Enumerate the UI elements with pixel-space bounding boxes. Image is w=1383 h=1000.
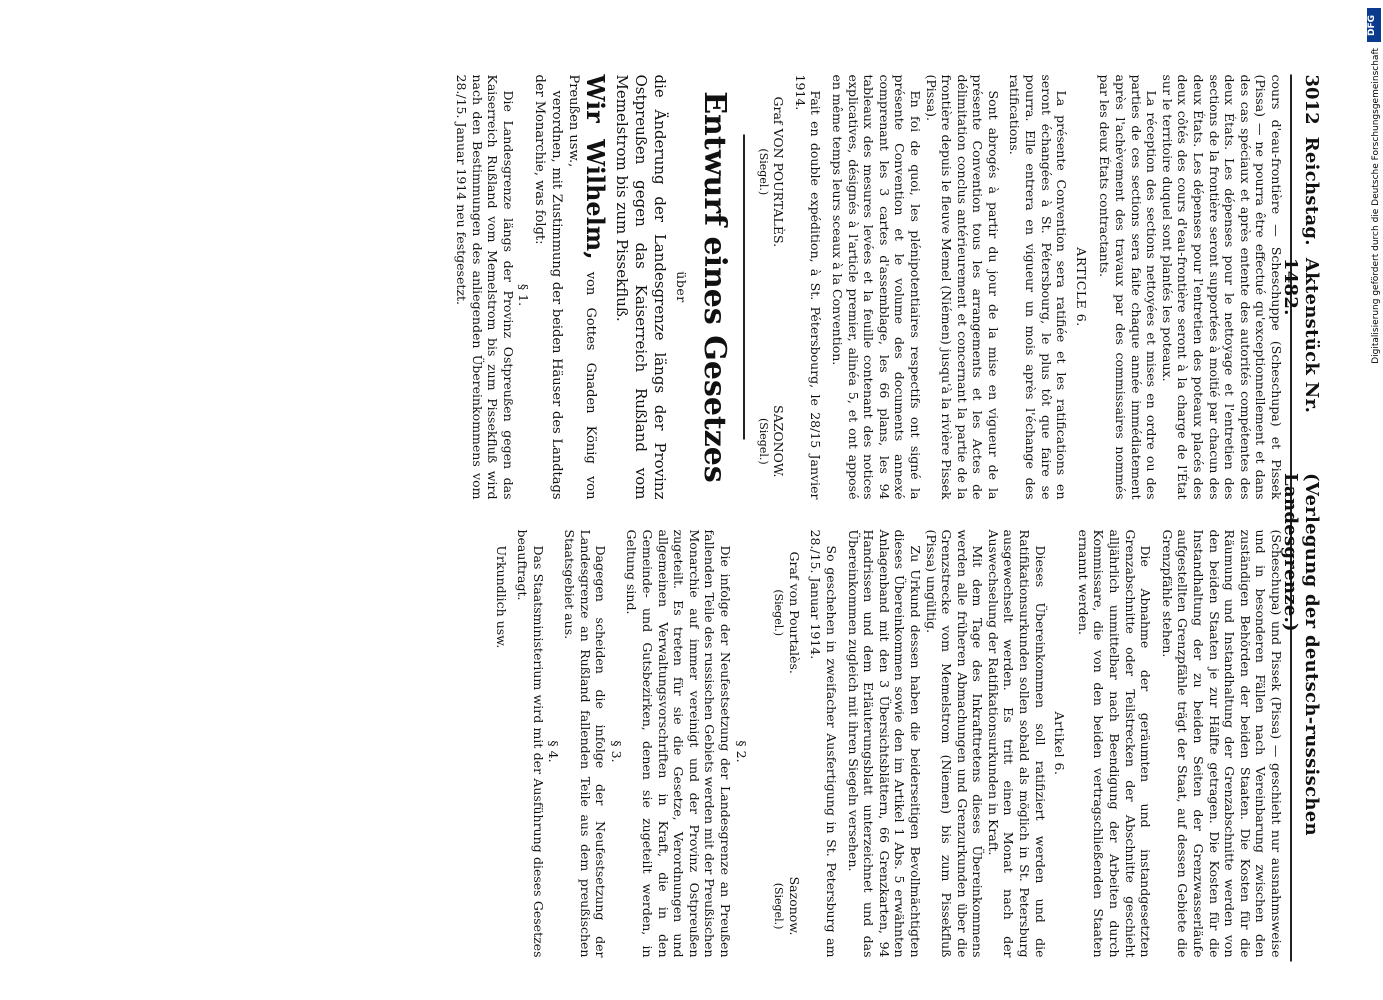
dfg-logo: DFG: [1367, 8, 1381, 42]
section-text: Die infolge der Neufestsetzung der Landesgrenze an Preußen fallenden Teile des russischen Gebiets werden mit der Preußischen Monarchie auf immer vereinigt und der Provinz Ostpreußen zugeteilt. Es treten für sie die Gesetze, Verordnungen und allgemeinen Verwaltungsvorschriften in Kraft, die in den Gemeinde- und Gutsbezirken, denen sie zugeteilt werden, in Geltung sind.: [624, 529, 733, 957]
article-heading: Artikel 6.: [1052, 711, 1068, 775]
signatures: [755, 96, 786, 477]
section-text: Das Staatsministerium wird mit der Ausführung dieses Gesetzes beauftragt.: [515, 529, 546, 957]
separator-rule: [743, 134, 745, 439]
signatures: [771, 551, 802, 935]
section-text: Die Landesgrenze längs der Provinz Ostpreußen gegen das Kaiserreich Rußland vom Memelstrom bis zum Pissekfluß wird nach den Bestimmungen des anliegenden Übereinkommens vom 28./15. Januar 1914 neu festgesetzt.: [454, 74, 516, 499]
article-heading: ARTICLE 6.: [1073, 246, 1089, 327]
paragraph: La présente Convention sera ratifiée et les ratifications en seront échangées à St. Pétersbourg, le plus tôt que faire se pourra. Elle entrera en vigueur un mois après l'échange des ratifications.: [1007, 74, 1070, 499]
law-subject: die Änderung der Landesgrenze längs der Provinz Ostpreußen gegen das Kaiserreich Rußland vom Memelstrom bis zum Pissekfluß.: [613, 74, 670, 499]
paragraph: Sont abrogés à partir du jour de la mise en vigueur de la présente Convention tous les arrangements et les Actes de délimitation conclus antérieurement et concernant la partie de la frontière depuis le fleuve Memel (Niémen) jusqu'à la rivière Pissek (Pissa).: [923, 74, 1001, 499]
section-heading: § 4.: [546, 739, 562, 763]
paragraph: Mit dem Tage des Inkrafttretens dieses Übereinkommens werden alle früheren Abmachungen und Grenzurkunden über die Grenzstrecke vom Memelstrom (Niemen) bis zum Pissekfluß (Pissa) ungültig.: [923, 529, 986, 957]
signature-left: Graf VON POURTALÈS. (Siegel.): [756, 96, 787, 247]
monarch-name: Wir Wilhelm,: [581, 74, 611, 260]
paragraph: cours d'eau-frontière — Scheschuppe (Scheschupa) et Pissek (Pissa) — ne pourra être effectué qu'exceptionnellement et dans des cas spéciaux et après entente des autorités compétentes des deux États. Les dépenses pour le nettoyage et l'entretien des sections de la frontière seront supportées à moitié par chacun des deux États. Les dépenses pour l'entretien des poteaux placés des deux côtés des cours d'eau-frontière seront à la charge de l'État sur le territoire duquel sont plantés les poteaux.: [1159, 74, 1284, 499]
enactment-greeting: Wir Wilhelm, von Gottes Gnaden König von Preußen usw.,: [566, 74, 611, 499]
paragraph: Die Abnahme der geräumten und instandgesetzten Grenzabschnitte oder Teilstrecken der Abschnitte geschieht alljährlich unmittelbar nach Beendigung der Arbeiten durch Kommissare, die von den beiden vertragschließenden Staaten ernannt werden.: [1075, 529, 1154, 957]
seal-note: (Siegel.): [772, 588, 786, 636]
seal-note: (Siegel.): [756, 147, 770, 195]
paragraph: En foi de quoi, les plénipotentiaires respectifs ont signé la présente Convention et le volume des documents annexé comprenant les 3 cartes d'assemblage, les 66 plans, les 94 tableaux des mesures levées et la feuille contenant des notices explicatives, désignés à l'article premier, alinéa 5, et ont apposé en même temps leurs sceaux à la Convention.: [829, 74, 923, 499]
left-column-french: [453, 74, 1284, 499]
title-connector: über: [674, 270, 689, 303]
header-left: Reichstag.: [1301, 136, 1322, 246]
section-heading: § 2.: [733, 739, 749, 763]
signature-right: Sazonow. (Siegel.): [772, 876, 802, 935]
signature-left: Graf von Pourtalès. (Siegel.): [772, 551, 802, 674]
funding-credit: Digitalisierung gefördert durch die Deutsche Forschungsgemeinschaft: [1371, 48, 1381, 364]
digitization-strip: [1367, 8, 1381, 993]
header-center: Aktenstück Nr. 1482.: [1280, 257, 1322, 413]
section-heading: § 1.: [516, 283, 532, 306]
seal-note: (Siegel.): [756, 417, 770, 465]
paragraph: La réception des sections nettoyées et mises en ordre ou des parties de ces sections sera faite chaque année immédiatement après l'achèvement des travaux par des commissaires nommés par les deux États contractants.: [1097, 74, 1160, 499]
scanned-page-area: [40, 45, 1360, 990]
paragraph: Dieses Übereinkommen soll ratifiziert werden und die Ratifikationsurkunden sollen sobald als möglich in St. Petersburg ausgewechselt werden. Es tritt einen Monat nach der Auswechselung der Ratifikationsurkunden in Kraft.: [985, 529, 1048, 957]
seal-note: (Siegel.): [772, 882, 786, 929]
closing-formula: Urkundlich usw.: [493, 545, 509, 648]
law-title: Entwurf eines Gesetzes: [697, 90, 732, 483]
paragraph: So geschehen in zweifacher Ausfertigung in St. Petersburg am 28./15. Januar 1914.: [808, 529, 839, 957]
page-number: 3012: [1301, 74, 1322, 125]
paragraph: Zu Urkund dessen haben die beiderseitigen Bevollmächtigten dieses Übereinkommen sowie den im Artikel 1 Abs. 5 erwähnten Anlagenband mit den 3 Übersichtsblättern, 66 Grenzkarten, 94 Handrissen und dem Erläuterungsblatt unterzeichnet und das Übereinkommen zugleich mit ihren Siegeln versehen.: [845, 529, 923, 957]
enactment-clause: verordnen, mit Zustimmung der beiden Häuser des Landtags der Monarchie, was folgt:: [532, 74, 565, 499]
document-page: [70, 60, 1330, 975]
paragraph: Fait en double expédition, à St. Pétersbourg, le 28/15 Janvier 1914.: [792, 74, 824, 499]
section-text: Dagegen scheiden die infolge der Neufestsetzung der Landesgrenze an Rußland fallenden Teile aus dem preußischen Staatsgebiet aus.: [562, 529, 609, 957]
right-column-german: [493, 529, 1284, 957]
signature-right: SAZONOW. (Siegel.): [756, 404, 787, 477]
running-header: [1280, 74, 1322, 961]
section-heading: § 3.: [608, 739, 624, 763]
paragraph: (Scheschupa) und Pissek (Pissa) — geschieht nur ausnahmsweise und in besonderen Fällen nach Vereinbarung zwischen den zuständigen Behörden der beiden Staaten. Die Kosten für die Räumung und Instandhaltung der Grenzabschnitte werden von den beiden Staaten je zur Hälfte getragen. Die Kosten für die Instandhaltung der zu beiden Seiten der Grenzwasserläufe aufgestellten Grenzpfähle trägt der Staat, auf dessen Gebiete die Grenzpfähle stehen.: [1159, 529, 1284, 957]
header-right: (Verlegung der deutsch-russischen Landesgrenze.): [1280, 472, 1322, 836]
